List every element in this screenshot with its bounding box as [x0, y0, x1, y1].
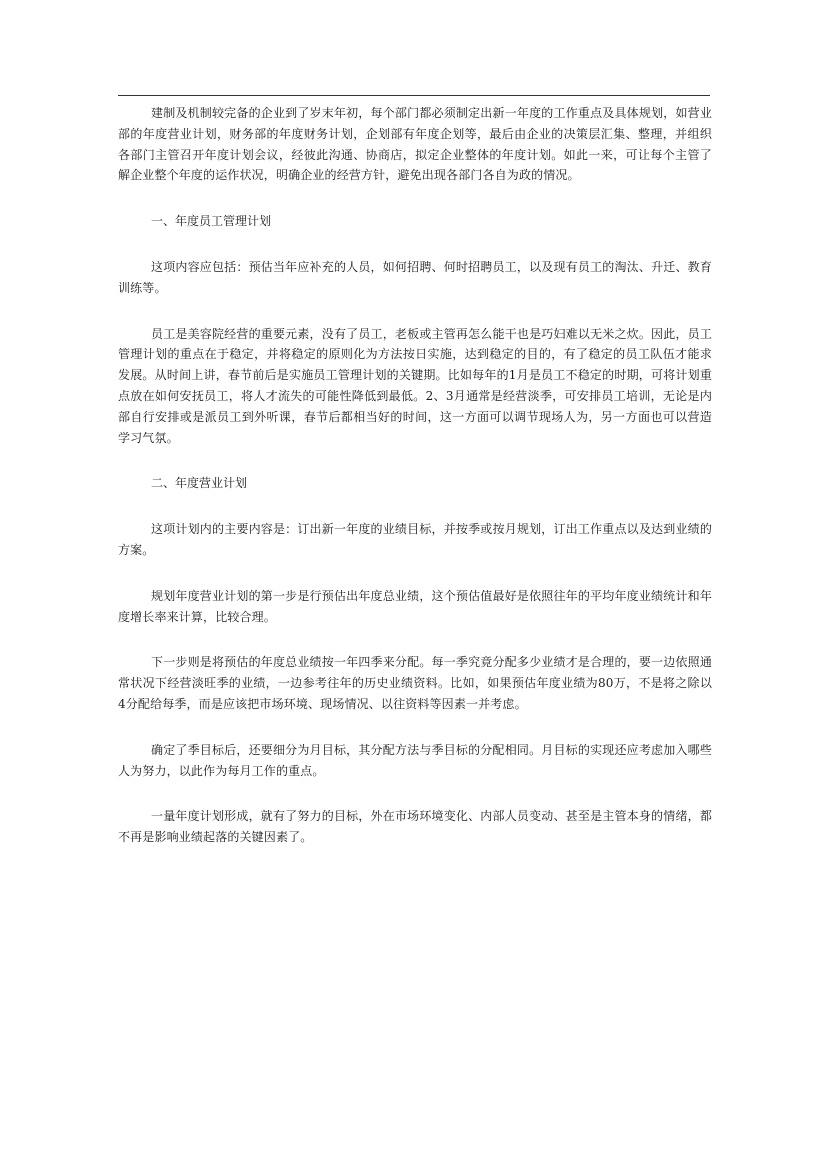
staff-plan-paragraph-2: 员工是美容院经营的重要元素，没有了员工，老板或主管再怎么能干也是巧妇难以无米之炊。因此，员工管理计划的重点在于稳定，并将稳定的原则化为方法按日实施，达到稳定的目的，有了稳定的员工队伍才能求发展。从时间上讲，春节前后是实施员工管理计划的关键期。比如每年的1月是员工不稳定的时期，可将计划重点放在如何安抚员工，将人才流失的可能性降低到最低。2、3月通常是经营淡季，可安排员工培训，无论是内部自行安排或是派员工到外听课，春节后都相当好的时间，这一方面可以调节现场人为，另一方面也可以营造学习气氛。 — [118, 326, 712, 445]
document-body — [118, 103, 712, 848]
sales-plan-paragraph-1: 这项计划内的主要内容是：订出新一年度的业绩目标，并按季或按月规划，订出工作重点以及达到业绩的方案。 — [118, 522, 712, 557]
intro-paragraph: 建制及机制较完备的企业到了岁末年初，每个部门都必须制定出新一年度的工作重点及具体规划，如营业部的年度营业计划，财务部的年度财务计划，企划部有年度企划等，最后由企业的决策层汇集、整理，并组织各部门主管召开年度计划会议，经彼此沟通、协商店，拟定企业整体的年度计划。如此一来，可让每个主管了解企业整个年度的运作状况，明确企业的经营方针，避免出现各部门各自为政的情况。 — [118, 106, 712, 183]
staff-plan-paragraph-1: 这项内容应包括：预估当年应补充的人员，如何招聘、何时招聘员工，以及现有员工的淘汰、升迁、教育训练等。 — [118, 259, 712, 295]
section-heading-sales-plan: 二、年度营业计划 — [151, 476, 248, 491]
sales-plan-paragraph-2: 规划年度营业计划的第一步是行预估出年度总业绩，这个预估值最好是依照往年的平均年度业绩统计和年度增长率来计算，比较合理。 — [118, 588, 712, 624]
header-rule — [118, 95, 710, 96]
sales-plan-paragraph-4: 确定了季目标后，还要细分为月目标，其分配方法与季目标的分配相同。月目标的实现还应考虑加入哪些人为努力，以此作为每月工作的重点。 — [118, 742, 712, 778]
section-heading-staff-plan: 一、年度员工管理计划 — [151, 214, 272, 229]
sales-plan-paragraph-5: 一量年度计划形成，就有了努力的目标，外在市场环境变化、内部人员变动、甚至是主管本身的情绪，都不再是影响业绩起落的关键因素了。 — [118, 809, 712, 845]
sales-plan-paragraph-3: 下一步则是将预估的年度总业绩按一年四季来分配。每一季究竟分配多少业绩才是合理的，要一边依照通常状况下经营淡旺季的业绩，一边参考往年的历史业绩资料。比如，如果预估年度业绩为80万，不是将之除以4分配给每季，而是应该把市场环境、现场情况、以往资料等因素一并考虑。 — [118, 655, 712, 711]
